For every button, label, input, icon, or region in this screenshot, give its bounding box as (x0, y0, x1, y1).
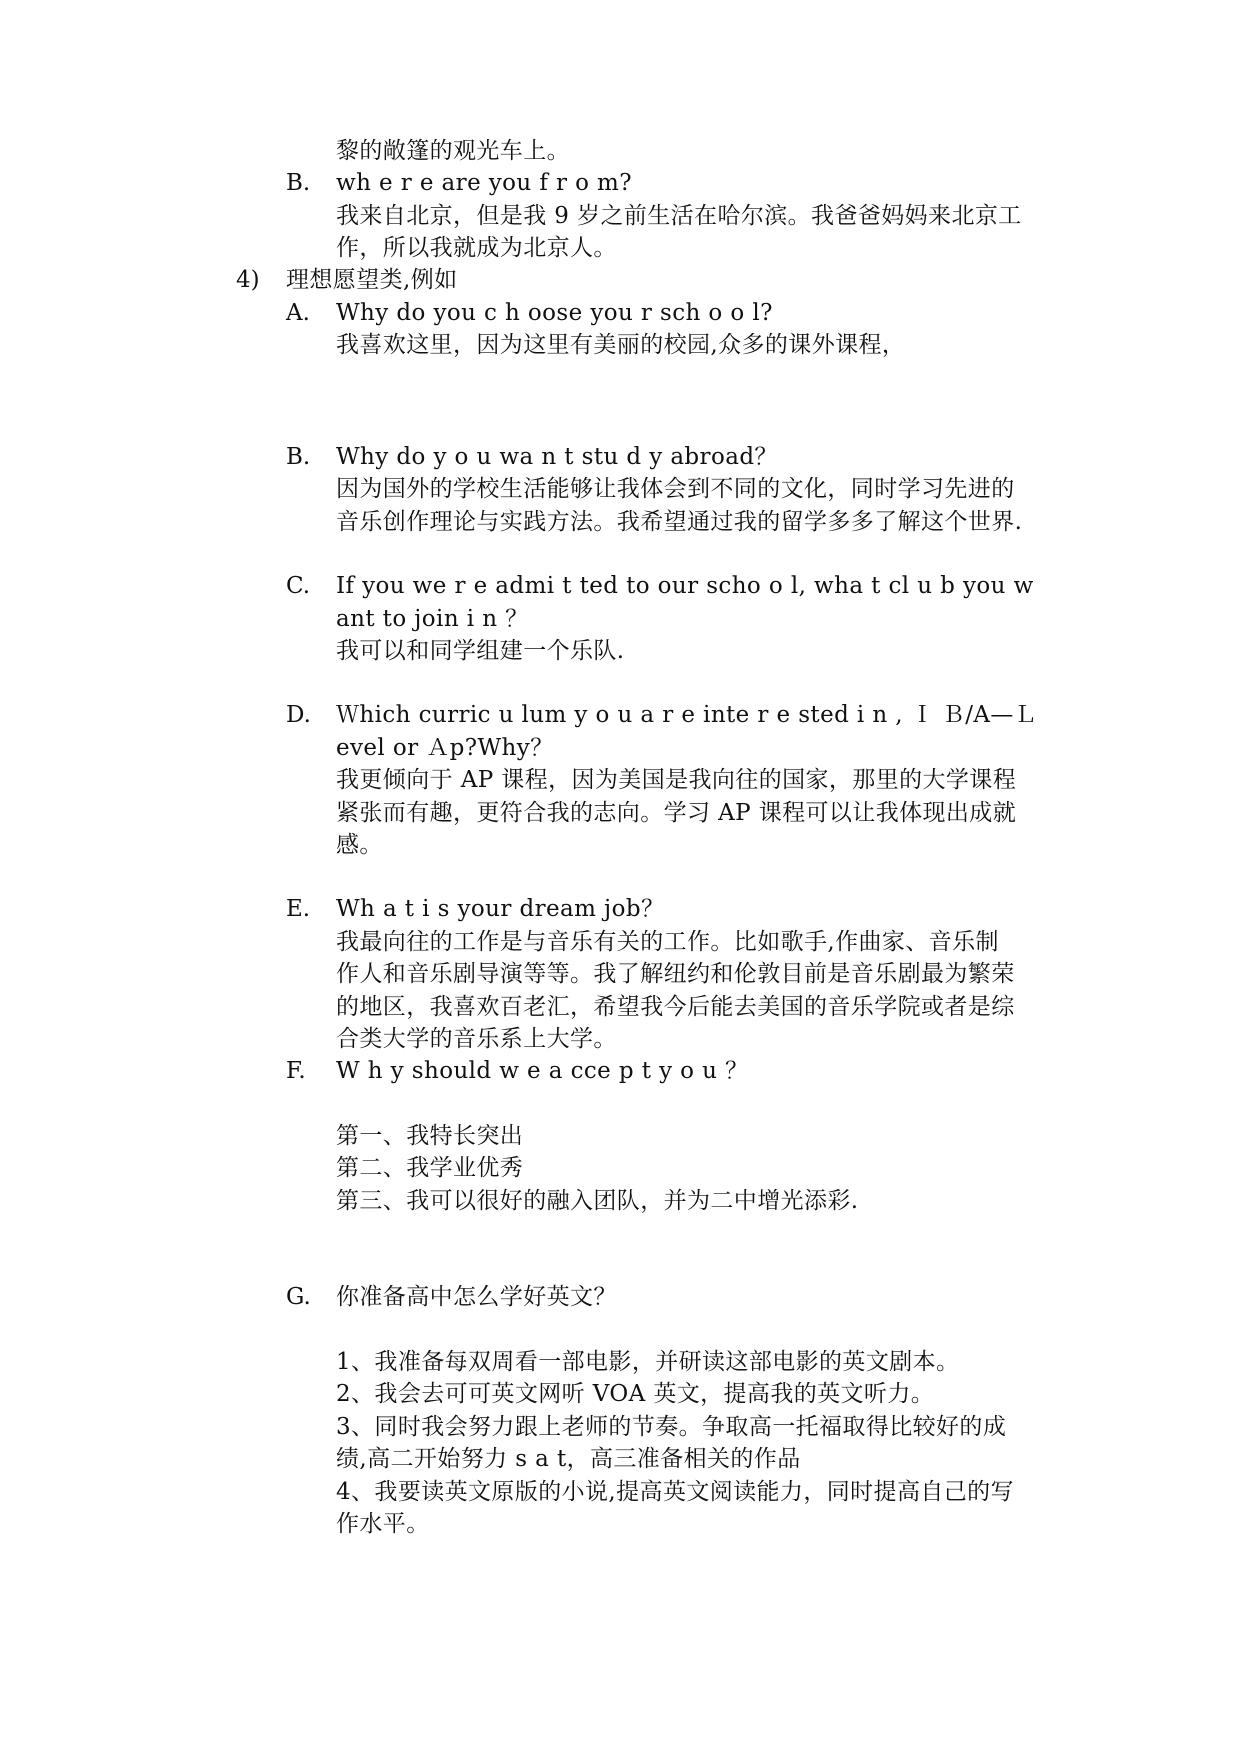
text-line: 因为国外的学校生活能够让我体会到不同的文化，同时学习先进的 (336, 476, 1015, 502)
section-number: 4) (236, 267, 260, 293)
text-line: 3、同时我会努力跟上老师的节奏。争取高一托福取得比较好的成 (336, 1414, 1007, 1440)
question-line: Why do you c h oose you r sch o o l? (336, 300, 773, 326)
text-line: 我可以和同学组建一个乐队. (336, 638, 625, 664)
text-line: 第三、我可以很好的融入团队，并为二中增光添彩. (336, 1188, 859, 1214)
list-marker: D. (286, 702, 311, 728)
text-line: 音乐创作理论与实践方法。我希望通过我的留学多多了解这个世界. (336, 509, 1023, 535)
question-line: If you we r e admi t ted to our scho o l, wha t cl u b you w (336, 573, 1034, 599)
question-line: 你准备高中怎么学好英文？ (336, 1284, 617, 1310)
text-line: 我最向往的工作是与音乐有关的工作。比如歌手,作曲家、音乐制 (336, 929, 999, 955)
question-line: Ｗhich curric u lum y o u a r e inte r e sted i n , Ｉ Ｂ/A—Ｌ (336, 702, 1038, 728)
text-line: 1、我准备每双周看一部电影，并研读这部电影的英文剧本。 (336, 1349, 960, 1375)
text-line: 作人和音乐剧导演等等。我了解纽约和伦敦目前是音乐剧最为繁荣 (336, 961, 1015, 987)
text-line: 我来自北京，但是我 9 岁之前生活在哈尔滨。我爸爸妈妈来北京工 (336, 203, 1022, 229)
text-line: 作水平。 (336, 1511, 430, 1537)
text-line: 黎的敞篷的观光车上。 (336, 138, 570, 164)
list-marker: G. (286, 1284, 311, 1310)
text-line: 我喜欢这里，因为这里有美丽的校园,众多的课外课程， (336, 332, 906, 358)
section-heading: 理想愿望类,例如 (286, 267, 458, 293)
text-line: 我更倾向于 AP 课程，因为美国是我向往的国家，那里的大学课程 (336, 767, 1017, 793)
list-marker: E. (286, 896, 311, 922)
text-line: 紧张而有趣，更符合我的志向。学习 AP 课程可以让我体现出成就 (336, 800, 1017, 826)
question-line: W h y should w e a cce p t y o u ？ (336, 1058, 749, 1084)
text-line: 合类大学的音乐系上大学。 (336, 1026, 617, 1052)
question-line: Wh a t i s your dream job？ (336, 896, 665, 922)
text-line: 第二、我学业优秀 (336, 1155, 524, 1181)
text-line: 4、我要读英文原版的小说,提高英文阅读能力，同时提高自己的写 (336, 1479, 1014, 1505)
list-marker: A. (286, 300, 310, 326)
text-line: 第一、我特长突出 (336, 1123, 524, 1149)
text-line: 感。 (336, 832, 383, 858)
list-marker: F. (286, 1058, 306, 1084)
text-line: 作，所以我就成为北京人。 (336, 235, 617, 261)
list-marker: C. (286, 573, 311, 599)
question-line: ant to join i n ？ (336, 606, 529, 632)
text-line: 绩,高二开始努力 s a t，高三准备相关的作品 (336, 1446, 801, 1472)
list-marker: B. (286, 444, 311, 470)
text-line: 的地区，我喜欢百老汇，希望我今后能去美国的音乐学院或者是综 (336, 994, 1015, 1020)
text-line: 2、我会去可可英文网听 VOA 英文，提高我的英文听力。 (336, 1381, 935, 1407)
question-line: Why do y o u wa n t stu d y abroad？ (336, 444, 778, 470)
question-line: evel or Ａp?Why？ (336, 735, 554, 761)
list-marker: B. (286, 170, 311, 196)
question-line: wh e r e are you f r o m? (336, 170, 632, 196)
